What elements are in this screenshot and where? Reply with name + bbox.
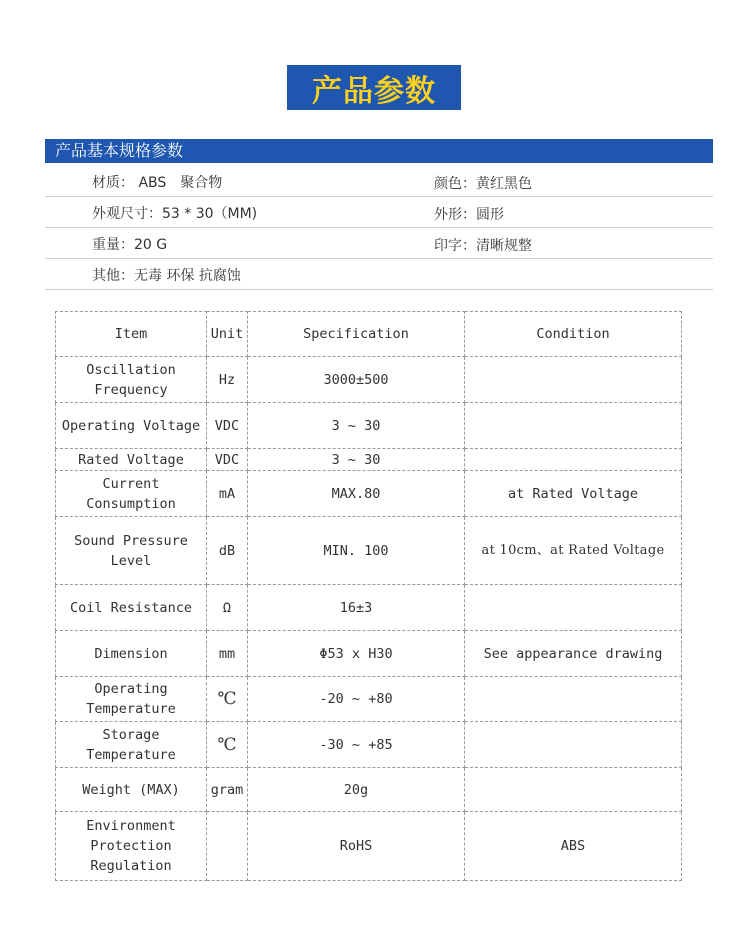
row-item: Storage Temperature <box>56 722 207 768</box>
row-unit: ℃ <box>207 722 248 768</box>
header-condition: Condition <box>465 312 682 357</box>
row-item: Coil Resistance <box>56 585 207 631</box>
header-item: Item <box>56 312 207 357</box>
row-spec: MIN. 100 <box>248 517 465 585</box>
row-item: Rated Voltage <box>56 449 207 471</box>
row-condition: See appearance drawing <box>465 631 682 677</box>
spec-dimensions: 外观尺寸：53 * 30（MM) <box>92 206 258 222</box>
spec-color: 颜色：黄红黑色 <box>434 176 532 192</box>
row-unit: gram <box>207 768 248 812</box>
page-title: 产品参数 <box>287 65 461 110</box>
spec-row <box>45 258 713 290</box>
row-unit: mA <box>207 471 248 517</box>
table-row <box>56 449 682 471</box>
row-condition <box>465 449 682 471</box>
row-unit: ℃ <box>207 677 248 722</box>
table-row <box>56 812 682 881</box>
row-unit: dB <box>207 517 248 585</box>
spec-row <box>45 196 713 228</box>
row-condition <box>465 585 682 631</box>
row-condition <box>465 357 682 403</box>
spec-weight: 重量：20 G <box>92 237 168 253</box>
header-unit: Unit <box>207 312 248 357</box>
row-spec: 3000±500 <box>248 357 465 403</box>
spec-row <box>45 227 713 259</box>
spec-shape: 外形：圆形 <box>434 207 504 223</box>
row-spec: -30 ~ +85 <box>248 722 465 768</box>
row-item: Operating Voltage <box>56 403 207 449</box>
row-condition <box>465 768 682 812</box>
table-row <box>56 357 682 403</box>
spec-material: 材质： ABS 聚合物 <box>92 175 223 191</box>
row-condition <box>465 403 682 449</box>
row-condition: at Rated Voltage <box>465 471 682 517</box>
table-row <box>56 768 682 812</box>
row-condition <box>465 677 682 722</box>
row-item: Current Consumption <box>56 471 207 517</box>
row-condition: at 10cm、at Rated Voltage <box>465 517 682 585</box>
row-unit <box>207 812 248 881</box>
header-specification: Specification <box>248 312 465 357</box>
row-unit: mm <box>207 631 248 677</box>
parameter-table <box>55 311 682 881</box>
table-header-row <box>56 312 682 357</box>
row-unit: VDC <box>207 403 248 449</box>
row-spec: 20g <box>248 768 465 812</box>
spec-row <box>45 165 713 197</box>
row-unit: Hz <box>207 357 248 403</box>
table-row <box>56 471 682 517</box>
row-condition: ABS <box>465 812 682 881</box>
table-row <box>56 585 682 631</box>
row-condition <box>465 722 682 768</box>
table-row <box>56 517 682 585</box>
row-spec: 3 ~ 30 <box>248 403 465 449</box>
row-spec: -20 ~ +80 <box>248 677 465 722</box>
row-spec: Φ53 x H30 <box>248 631 465 677</box>
row-unit: VDC <box>207 449 248 471</box>
row-item: Environment Protection Regulation <box>56 812 207 881</box>
row-spec: 3 ~ 30 <box>248 449 465 471</box>
section-header: 产品基本规格参数 <box>45 139 713 163</box>
spec-printing: 印字：清晰规整 <box>434 238 532 254</box>
row-item: Dimension <box>56 631 207 677</box>
row-item: Sound Pressure Level <box>56 517 207 585</box>
row-spec: MAX.80 <box>248 471 465 517</box>
table-row <box>56 631 682 677</box>
row-item: Oscillation Frequency <box>56 357 207 403</box>
table-row <box>56 722 682 768</box>
row-spec: 16±3 <box>248 585 465 631</box>
row-item: Operating Temperature <box>56 677 207 722</box>
row-spec: RoHS <box>248 812 465 881</box>
row-unit: Ω <box>207 585 248 631</box>
table-row <box>56 677 682 722</box>
row-item: Weight (MAX) <box>56 768 207 812</box>
table-row <box>56 403 682 449</box>
spec-other: 其他：无毒 环保 抗腐蚀 <box>92 268 241 284</box>
